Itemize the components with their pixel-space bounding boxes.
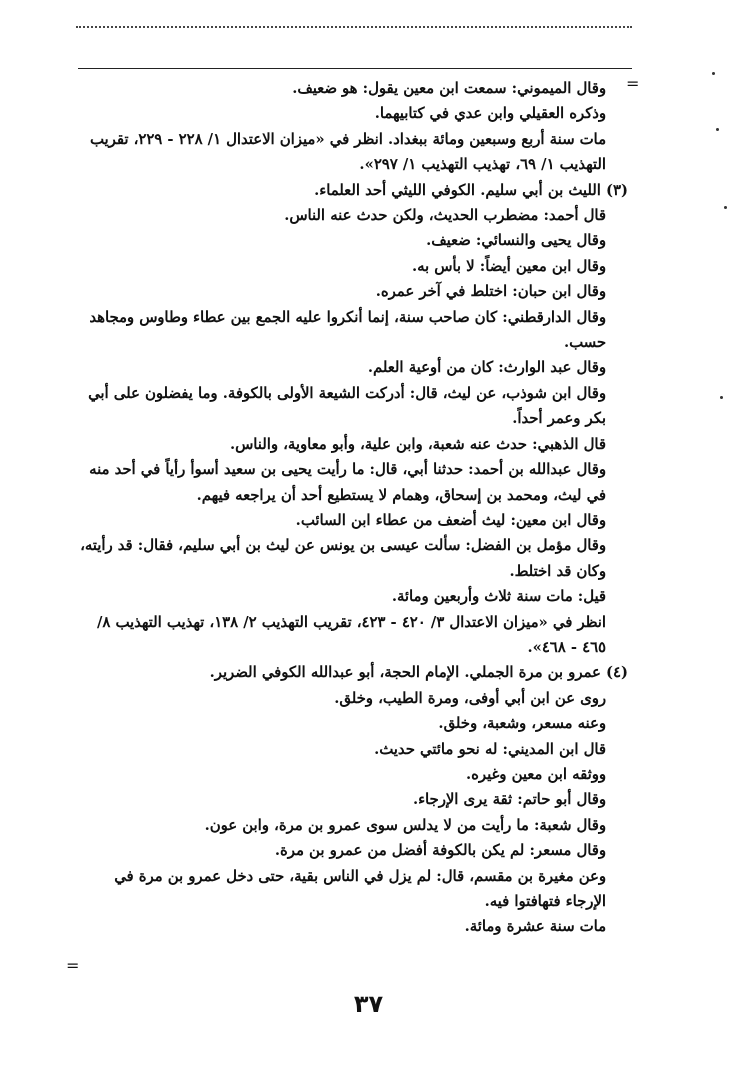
- footnote-line: وقال شعبة: ما رأيت من لا يدلس سوى عمرو بن مرة، وابن عون.: [204, 816, 606, 834]
- footnote-line: وقال عبدالله بن أحمد: حدثنا أبي، قال: ما رأيت يحيى بن سعيد أسوأ رأياً في أحد منه في ليث، ومحمد بن إسحاق، وهمام لا يستطيع أحد أن يراجعه فيهم.: [89, 461, 606, 504]
- scan-speck: [724, 206, 727, 209]
- footnote-line: وقال مسعر: لم يكن بالكوفة أفضل من عمرو بن مرة.: [274, 842, 606, 860]
- footnote-line: وقال الميموني: سمعت ابن معين يقول: هو ضعيف.: [292, 80, 606, 97]
- continuation-marker-bottom: =: [66, 956, 80, 975]
- footnote-line: وقال الدارقطني: كان صاحب سنة، إنما أنكروا عليه الجمع بين عطاء وطاوس ومجاهد حسب.: [89, 308, 606, 352]
- scan-speck: [720, 396, 723, 399]
- footnote-line: قال أحمد: مضطرب الحديث، ولكن حدث عنه الناس.: [284, 207, 606, 225]
- footnote-line: وقال ابن معين أيضاً: لا بأس به.: [411, 257, 606, 275]
- footnote-line: قال ابن المديني: له نحو مائتي حديث.: [374, 740, 606, 758]
- footnote-entry-heading: (٤) عمرو بن مرة الجملي. الإمام الحجة، أبو عبدالله الكوفي الضرير.: [209, 664, 628, 682]
- footnote-separator-rule: [78, 68, 632, 69]
- footnote-line: وعن مغيرة بن مقسم، قال: لم يزل في الناس بقية، حتى دخل عمرو بن مرة في الإرجاء فتهافتوا فيه.: [114, 867, 606, 910]
- footnote-line: وذكره العقيلي وابن عدي في كتابيهما.: [374, 105, 606, 123]
- footnote-line: قيل: مات سنة ثلاث وأربعين ومائة.: [391, 588, 606, 606]
- scan-speck: [716, 128, 719, 131]
- footnote-line: روى عن ابن أبي أوفى، ومرة الطيب، وخلق.: [334, 689, 606, 707]
- footnote-line: وقال ابن حبان: اختلط في آخر عمره.: [375, 283, 606, 301]
- footnote-line: وقال أبو حاتم: ثقة يرى الإرجاء.: [412, 791, 606, 809]
- footnote-line: مات سنة عشرة ومائة.: [464, 918, 606, 936]
- footnotes-body: [72, 76, 628, 940]
- footnote-line: وقال مؤمل بن الفضل: سألت عيسى بن يونس عن ليث بن أبي سليم، فقال: قد رأيته، وكان قد اختلط.: [80, 537, 606, 580]
- page-number: ٣٧: [353, 990, 384, 1018]
- footnote-line: مات سنة أربع وسبعين ومائة ببغداد. انظر في «ميزان الاعتدال ١/ ٢٢٨ - ٢٢٩، تقريب التهذيب ١/ ٦٩، تهذيب التهذيب ١/ ٢٩٧».: [90, 130, 606, 174]
- footnote-line: وعنه مسعر، وشعبة، وخلق.: [438, 715, 606, 733]
- footnote-line: انظر في «ميزان الاعتدال ٣/ ٤٢٠ - ٤٢٣، تقريب التهذيب ٢/ ١٣٨، تهذيب التهذيب ٨/ ٤٦٥ - ٤٦٨».: [96, 613, 606, 656]
- scan-speck: [712, 72, 715, 75]
- footnote-line: وقال ابن شوذب، عن ليث، قال: أدركت الشيعة الأولى بالكوفة. وما يفضلون على أبي بكر وعمر أحداً.: [88, 384, 606, 428]
- running-header-dotted-rule: [76, 26, 632, 28]
- footnote-line: ووثقه ابن معين وغيره.: [466, 765, 606, 783]
- continuation-marker-top: =: [626, 74, 640, 93]
- footnote-line: قال الذهبي: حدث عنه شعبة، وابن علية، وأبو معاوية، والناس.: [230, 435, 606, 453]
- footnote-line: وقال ابن معين: ليث أضعف من عطاء ابن السائب.: [295, 511, 606, 529]
- footnote-line: وقال عبد الوارث: كان من أوعية العلم.: [367, 359, 606, 377]
- footnote-entry-heading: (٣) الليث بن أبي سليم. الكوفي الليثي أحد العلماء.: [314, 181, 628, 199]
- footnote-line: وقال يحيى والنسائي: ضعيف.: [426, 232, 606, 250]
